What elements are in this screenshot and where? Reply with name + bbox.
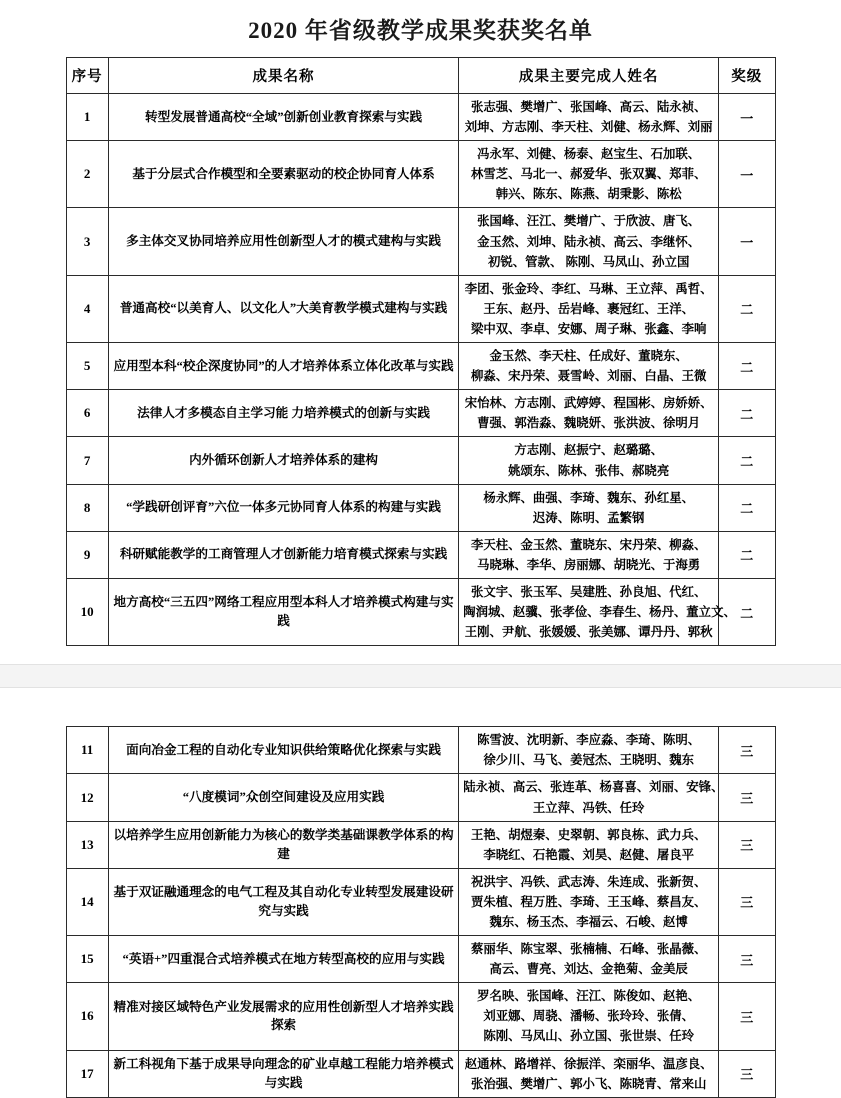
cell-people [459,343,719,390]
cell-project-name: 精准对接区域特色产业发展需求的应用性创新型人才培养实践探索 [108,983,458,1050]
cell-project-name: 内外循环创新人才培养体系的建构 [108,437,458,484]
people-line: 张治强、樊增广、郭小飞、陈晓青、常来山 [470,1076,707,1091]
people-line: 刘坤、方志刚、李天柱、刘健、杨永辉、刘丽 [464,120,713,135]
cell-people [459,208,719,275]
table-row [66,774,775,821]
cell-people [459,94,719,141]
people-line: 徐少川、马飞、姜冠杰、王晓明、魏东 [483,753,694,768]
people-line: 梁中双、李卓、安娜、周子琳、张鑫、李响 [470,321,707,336]
cell-seq: 14 [66,868,108,935]
table-row [66,1050,775,1097]
table-row [66,484,775,531]
people-line: 林雪芝、马北一、郝爱华、张双翼、郑菲、 [470,167,707,182]
people-line: 赵通林、路增祥、徐振洋、栾丽华、温彦良、 [464,1056,713,1071]
cell-level: 三 [719,936,775,983]
people-line: 王刚、尹航、张媛媛、张美娜、谭丹丹、郭秋 [464,625,713,640]
people-line: 张国峰、汪江、樊增广、于欣波、唐飞、 [477,214,701,229]
cell-people [459,1050,719,1097]
people-line: 柳淼、宋丹荣、聂雪岭、刘丽、白晶、王微 [470,369,707,384]
cell-seq: 5 [66,343,108,390]
cell-project-name: 多主体交叉协同培养应用性创新型人才的模式建构与实践 [108,208,458,275]
cell-project-name: 普通高校“以美育人、以文化人”大美育教学模式建构与实践 [108,275,458,342]
cell-people [459,936,719,983]
cell-seq: 1 [66,94,108,141]
people-line: 韩兴、陈东、陈燕、胡秉影、陈松 [495,187,682,202]
cell-level: 二 [719,484,775,531]
cell-seq: 8 [66,484,108,531]
people-line: 迟涛、陈明、孟繁钢 [532,510,645,525]
cell-people [459,774,724,821]
cell-seq: 10 [66,578,108,645]
cell-people [459,390,719,437]
cell-project-name: 科研赋能教学的工商管理人才创新能力培育模式探索与实践 [108,531,458,578]
people-line: 陶润城、赵骥、张孝俭、李春生、杨丹、董立文、 [463,605,736,620]
table-header-row [66,58,775,94]
people-line: 李团、张金玲、李红、马琳、王立萍、禹哲、 [464,281,713,296]
cell-seq: 9 [66,531,108,578]
people-line: 李天柱、金玉然、董晓东、宋丹荣、柳淼、 [470,537,707,552]
cell-level: 一 [719,94,775,141]
cell-level: 三 [719,727,775,774]
cell-level: 二 [719,437,775,484]
header-seq: 序号 [66,58,108,94]
people-line: 祝洪宇、冯铁、武志涛、朱连成、张新贺、 [470,874,707,889]
cell-level: 三 [719,868,775,935]
people-line: 宋怡林、方志刚、武婷婷、程国彬、房娇娇、 [464,396,713,411]
people-line: 陆永祯、高云、张连革、杨喜喜、刘丽、安锋、 [463,780,724,795]
cell-level: 三 [719,1050,775,1097]
cell-seq: 7 [66,437,108,484]
page-separator [0,664,841,688]
page-title: 2020 年省级教学成果奖获奖名单 [248,18,593,43]
cell-project-name: 基于分层式合作模型和全要素驱动的校企协同育人体系 [108,141,458,208]
cell-project-name: 以培养学生应用创新能力为核心的数学类基础课教学体系的构建 [108,821,458,868]
people-line: 张志强、樊增广、张国峰、高云、陆永祯、 [470,100,707,114]
cell-project-name: 地方高校“三五四”网络工程应用型本科人才培养模式构建与实践 [108,578,458,645]
table-row [66,141,775,208]
table-row [66,727,775,774]
cell-project-name: “学践研创评育”六位一体多元协同育人体系的构建与实践 [108,484,458,531]
cell-level: 三 [719,821,775,868]
people-line: 金玉然、刘坤、陆永祯、高云、李继怀、 [477,234,701,249]
cell-project-name: 应用型本科“校企深度协同”的人才培养体系立体化改革与实践 [108,343,458,390]
cell-level: 二 [719,531,775,578]
header-name: 成果名称 [108,58,458,94]
cell-project-name: 法律人才多模态自主学习能 力培养模式的创新与实践 [108,390,458,437]
cell-level: 三 [719,774,775,821]
table-row [66,437,775,484]
cell-level: 二 [719,343,775,390]
cell-people [459,531,719,578]
table-row [66,983,775,1050]
cell-project-name: 面向冶金工程的自动化专业知识供给策略优化探索与实践 [108,727,458,774]
cell-project-name: 新工科视角下基于成果导向理念的矿业卓越工程能力培养模式与实践 [108,1050,458,1097]
people-line: 高云、曹亮、刘达、金艳菊、金美辰 [489,962,688,977]
page-2-block [0,688,841,1098]
cell-people [459,141,719,208]
cell-seq: 17 [66,1050,108,1097]
award-table-part2 [66,726,776,1098]
people-line: 曹强、郭浩淼、魏晓妍、张洪波、徐明月 [477,416,701,431]
people-line: 王艳、胡煜秦、史翠朝、郭良栋、武力兵、 [470,827,707,842]
table-row [66,936,775,983]
cell-people [459,275,719,342]
table-row [66,275,775,342]
table-row [66,208,775,275]
people-line: 初锐、管款、 陈刚、马凤山、孙立国 [488,254,690,269]
people-line: 李晓红、石艳霞、刘昊、赵健、屠良平 [483,847,694,862]
cell-people [459,484,719,531]
cell-people [459,437,719,484]
cell-people [459,821,719,868]
cell-project-name: 基于双证融通理念的电气工程及其自动化专业转型发展建设研究与实践 [108,868,458,935]
cell-seq: 15 [66,936,108,983]
cell-level: 一 [719,208,775,275]
table-row [66,531,775,578]
table-row [66,868,775,935]
table-row [66,343,775,390]
cell-level: 二 [719,390,775,437]
cell-people [459,578,736,645]
cell-level: 一 [719,141,775,208]
people-line: 杨永辉、曲强、李琦、魏东、孙红星、 [483,490,694,505]
cell-level: 二 [719,578,775,645]
cell-project-name: 转型发展普通高校“全域”创新创业教育探索与实践 [108,94,458,141]
cell-level: 三 [719,983,775,1050]
cell-seq: 12 [66,774,108,821]
people-line: 马晓琳、李华、房丽娜、胡晓光、于海勇 [477,557,701,572]
table-body-part1 [66,94,775,646]
cell-people [459,983,719,1050]
people-line: 方志刚、赵振宁、赵璐璐、 [514,443,664,458]
people-line: 陈雪波、沈明新、李应淼、李琦、陈明、 [477,733,701,748]
table-row [66,578,775,645]
table-row [66,821,775,868]
people-line: 姚颂东、陈林、张伟、郝晓亮 [508,463,670,478]
header-level: 奖级 [719,58,775,94]
people-line: 贾朱植、程万胜、李琦、王玉峰、蔡昌友、 [470,894,707,909]
cell-seq: 16 [66,983,108,1050]
cell-project-name: “英语+”四重混合式培养模式在地方转型高校的应用与实践 [108,936,458,983]
award-table-part1 [66,57,776,646]
cell-project-name: “八度模词”众创空间建设及应用实践 [108,774,458,821]
people-line: 陈刚、马凤山、孙立国、张世崇、任玲 [483,1029,694,1044]
table-body-part2 [66,727,775,1098]
cell-seq: 11 [66,727,108,774]
table-row [66,390,775,437]
people-line: 魏东、杨玉杰、李福云、石峻、赵博 [489,915,688,929]
cell-people [459,868,719,935]
people-line: 冯永军、刘健、杨泰、赵宝生、石加联、 [477,147,701,162]
people-line: 刘亚娜、周骁、潘畅、张玲玲、张倩、 [483,1009,694,1024]
header-people: 成果主要完成人姓名 [459,58,719,94]
people-line: 王东、赵丹、岳岩峰、裹冠红、王洋、 [483,301,694,316]
cell-seq: 4 [66,275,108,342]
cell-people [459,727,719,774]
people-line: 张文宇、张玉军、吴建胜、孙良旭、代红、 [470,584,707,599]
cell-seq: 13 [66,821,108,868]
people-line: 罗名映、张国峰、汪江、陈俊如、赵艳、 [477,989,701,1004]
cell-level: 二 [719,275,775,342]
people-line: 蔡丽华、陈宝翠、张楠楠、石峰、张晶薇、 [470,942,707,957]
table-row [66,94,775,141]
cell-seq: 3 [66,208,108,275]
cell-seq: 6 [66,390,108,437]
people-line: 王立萍、冯铁、任玲 [532,800,645,815]
cell-seq: 2 [66,141,108,208]
people-line: 金玉然、李天柱、任成好、董晓东、 [489,349,688,364]
